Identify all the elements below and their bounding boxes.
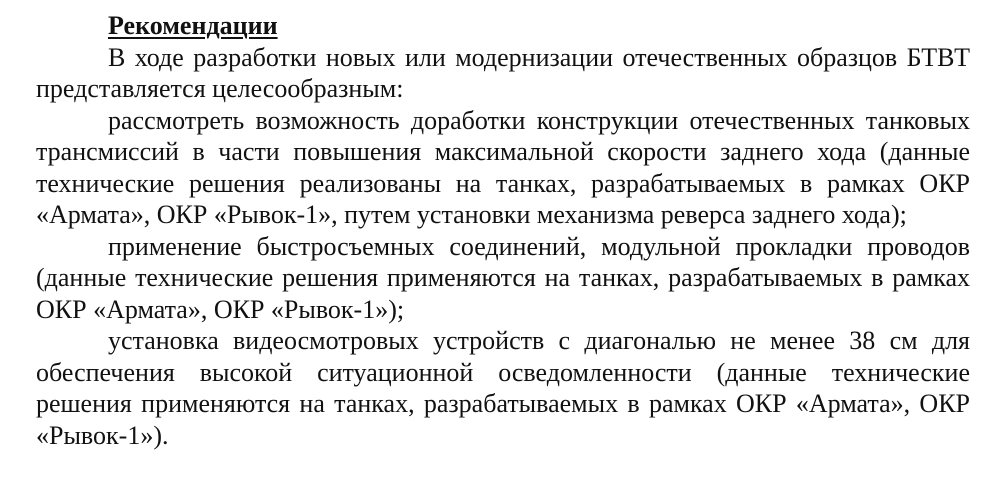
paragraph-intro: В ходе разработки новых или модернизации отечественных образцов БТВТ представляется целесообразным: xyxy=(36,42,970,103)
paragraph-video-devices: установка видеосмотровых устройств с диагональю не менее 38 см для обеспечения высокой ситуационной осведомленности (данные технические решения применяются на танках, разрабатываемых в рамках ОКР «Армата», ОКР «Рывок-1»). xyxy=(36,326,970,450)
paragraph-connections: применение быстросъемных соединений, модульной прокладки проводов (данные технические решения применяются на танках, разрабатываемых в рамках ОКР «Армата», ОКР «Рывок-1»); xyxy=(36,231,970,324)
section-heading: Рекомендации xyxy=(108,11,278,40)
paragraph-transmission: рассмотреть возможность доработки конструкции отечественных танковых трансмиссий в части повышения максимальной скорости заднего хода (данные технические решения реализованы на танках, разрабатываемых в рамках ОКР «Армата», ОКР «Рывок-1», путем установки механизма реверса заднего хода); xyxy=(36,105,970,229)
